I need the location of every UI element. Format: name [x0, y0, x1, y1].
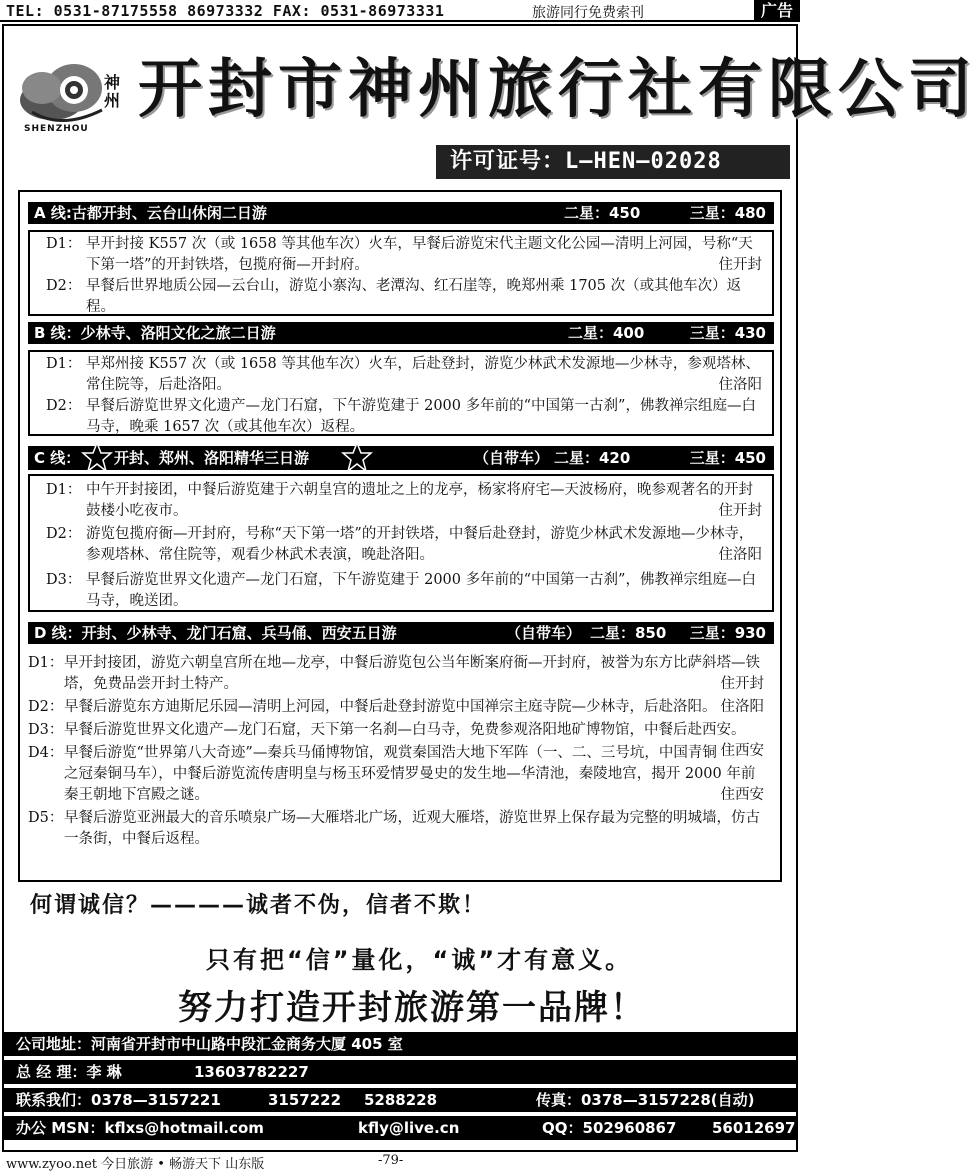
- company-logo: [12, 40, 130, 140]
- route-d-price2: 二星：850: [590, 624, 667, 642]
- motto-line-2: 只有把“信”量化，“诚”才有意义。: [206, 946, 633, 974]
- day-text: 中午开封接团，中餐后游览建于六朝皇宫的遗址之上的龙亭，杨家将府宅—天波杨府，晚参观著名的开封鼓楼小吃夜市。: [86, 482, 753, 519]
- route-d-day1: [28, 653, 774, 695]
- footer-left[interactable]: www.zyoo.net 今日旅游 • 畅游天下 山东版: [6, 1157, 265, 1172]
- route-c-header: [28, 446, 774, 470]
- day-text: 早开封接 K557 次（或 1658 等其他车次）火车，早餐后游览宋代主题文化公园—清明上河园，号称“天下第一塔”的开封铁塔，包揽府衙—开封府。: [86, 236, 753, 273]
- route-c-name: C 线：: [34, 449, 81, 467]
- route-a-day2: [30, 276, 772, 318]
- day-text: 早餐后游览世界文化遗产—龙门石窟，天下第一名刹—白马寺，免费参观洛阳地矿博物馆，中餐后赴西安。: [64, 722, 746, 738]
- day-label: D2：: [28, 699, 64, 715]
- manager-phone: 13603782227: [194, 1063, 309, 1081]
- contact-3: 5288228: [364, 1091, 438, 1109]
- qq-2: 56012697: [712, 1119, 796, 1137]
- page-footer: [0, 1152, 800, 1171]
- day-text: 游览包揽府衙—开封府，号称“天下第一塔”的开封铁塔，中餐后赴登封，游览少林武术发源地—少林寺，参观塔林、常住院等，观看少林武术表演，晚赴洛阳。: [86, 526, 754, 563]
- msn-2[interactable]: kfly@live.cn: [358, 1119, 460, 1137]
- motto-line-3: 努力打造开封旅游第一品牌！: [178, 988, 646, 1028]
- logo-brand-latin: SHENZHOU: [24, 124, 89, 134]
- day-label: D2：: [46, 398, 82, 414]
- company-name: 开封市神州旅行社有限公司: [138, 52, 978, 127]
- route-a-header: [28, 202, 774, 224]
- route-a-price2: 二星：450: [564, 204, 641, 222]
- day-label: D3：: [28, 722, 64, 738]
- day-label: D1：: [46, 236, 82, 252]
- route-c-day2: [30, 524, 772, 566]
- day-text: 早餐后世界地质公园—云台山，游览小寨沟、老潭沟、红石崖等，晚郑州乘 1705 次（或其他车次）返程。: [86, 278, 742, 315]
- top-bar: [0, 0, 800, 22]
- day-stay: 住开封: [718, 503, 762, 519]
- route-d-body: [28, 650, 774, 880]
- day-label: D1：: [28, 655, 64, 671]
- route-c-body: [28, 474, 774, 612]
- address-row: [4, 1032, 796, 1056]
- route-b-day1: [30, 354, 772, 396]
- day-text: 早餐后游览世界文化遗产—龙门石窟，下午游览建于 2000 多年前的“中国第一古刹”，佛教禅宗组庭—白马寺，晚送团。: [86, 572, 756, 609]
- contact-row: [4, 1088, 796, 1112]
- day-stay: 住开封: [720, 676, 764, 692]
- route-c-price2: 二星：420: [554, 449, 631, 467]
- day-stay: 住洛阳: [718, 547, 762, 563]
- route-d-day2: [28, 697, 774, 718]
- motto-line-1: 何谓诚信？————诚者不伪，信者不欺！: [30, 893, 487, 918]
- route-a-body: [28, 230, 774, 316]
- route-c-day1: [30, 480, 772, 522]
- day-label: D3：: [46, 572, 82, 588]
- star-icon: [82, 442, 112, 472]
- route-b-day2: [30, 396, 772, 438]
- day-text: 早餐后游览世界文化遗产—龙门石窟，下午游览建于 2000 多年前的“中国第一古刹”，佛教禅宗组庭—白马寺，晚乘 1657 次（或其他车次）返程。: [86, 398, 756, 435]
- day-label: D2：: [46, 526, 82, 542]
- route-c-mid: （自带车）: [474, 449, 550, 467]
- top-slogan: 旅游同行免费索刊: [532, 5, 644, 21]
- day-stay: 住西安: [720, 787, 764, 803]
- day-label: D2：: [46, 278, 82, 294]
- day-stay: 住开封: [718, 257, 762, 273]
- day-label: D4：: [28, 745, 64, 761]
- route-d-name: D 线：开封、少林寺、龙门石窟、兵马俑、西安五日游: [34, 624, 397, 642]
- day-label: D1：: [46, 356, 82, 372]
- route-c-price3: 三星：450: [689, 449, 766, 467]
- page-number: -79-: [378, 1153, 404, 1168]
- day-stay: 住洛阳: [718, 377, 762, 393]
- route-a-price3: 三星：480: [689, 204, 766, 222]
- route-b-price3: 三星：430: [689, 324, 766, 342]
- top-contact: TEL: 0531-87175558 86973332 FAX: 0531-86973331: [6, 2, 445, 20]
- day-label: D1：: [46, 482, 82, 498]
- day-text: 早餐后游览亚洲最大的音乐喷泉广场—大雁塔北广场，近观大雁塔，游览世界上保存最为完整的明城墙，仿古一条街，中餐后返程。: [64, 810, 760, 847]
- day-stay: 住洛阳: [720, 699, 764, 715]
- qq-text: QQ：502960867: [542, 1119, 677, 1137]
- license-number: 许可证号：L—HEN—02028: [436, 145, 790, 179]
- route-d-day5: [28, 808, 774, 850]
- route-b-body: [28, 350, 774, 436]
- route-a-day1: [30, 234, 772, 276]
- route-b-name: B 线：少林寺、洛阳文化之旅二日游: [34, 324, 276, 342]
- msn-text[interactable]: 办公 MSN：kflxs@hotmail.com: [16, 1119, 264, 1137]
- route-d-day4: [28, 743, 774, 806]
- route-c-name2: 开封、郑州、洛阳精华三日游: [114, 449, 310, 467]
- day-text: 早开封接团，游览六朝皇宫所在地—龙亭，中餐后游览包公当年断案府衙—开封府，被誉为东方比萨斜塔—铁塔，免费品尝开封土特产。: [64, 655, 760, 692]
- route-d-header: [28, 622, 774, 644]
- route-a-name: A 线:古都开封、云台山休闲二日游: [34, 204, 267, 222]
- ad-tag: 广告: [754, 0, 800, 22]
- address-text: 公司地址：河南省开封市中山路中段汇金商务大厦 405 室: [16, 1035, 403, 1053]
- route-b-header: [28, 322, 774, 344]
- day-text: 早餐后游览“世界第八大奇迹”—秦兵马俑博物馆，观赏秦国浩大地下军阵（一、二、三号坑，中国青铜之冠秦铜马车），中餐后游览流传唐明皇与杨玉环爱情罗曼史的发生地—华清池，秦陵地宫，揭开 2000 年前秦王朝地下宫殿之谜。: [64, 745, 756, 803]
- star-icon: [342, 442, 372, 472]
- logo-brand-text: 神州: [104, 73, 121, 110]
- contact-2: 3157222: [268, 1091, 342, 1109]
- manager-label: 总 经 理：李 琳: [16, 1063, 122, 1081]
- day-text: 早餐后游览东方迪斯尼乐园—清明上河园，中餐后赴登封游览中国禅宗主庭寺院—少林寺，后赴洛阳。: [64, 699, 717, 715]
- route-d-price3: 三星：930: [689, 624, 766, 642]
- route-d-mid: （自带车）: [506, 624, 582, 642]
- fax-text: 传真：0378—3157228(自动): [536, 1091, 755, 1109]
- manager-row: [4, 1060, 796, 1084]
- contact-label: 联系我们：0378—3157221: [16, 1091, 221, 1109]
- route-b-price2: 二星：400: [568, 324, 645, 342]
- day-label: D5：: [28, 810, 64, 826]
- msn-row: [4, 1116, 796, 1140]
- route-c-day3: [30, 570, 772, 612]
- day-text: 早郑州接 K557 次（或 1658 等其他车次）火车，后赴登封，游览少林武术发源地—少林寺，参观塔林、常住院等，后赴洛阳。: [86, 356, 760, 393]
- day-stay: 住西安: [720, 743, 764, 759]
